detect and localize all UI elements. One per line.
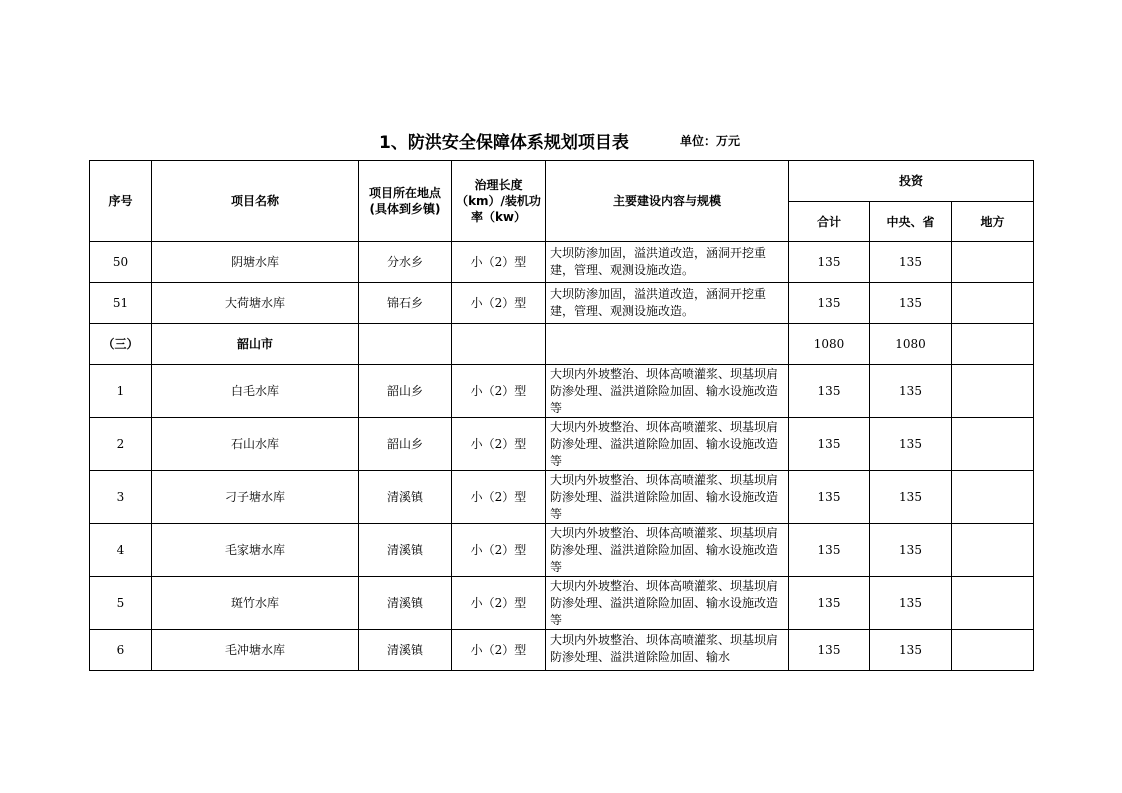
cell-central: 135 bbox=[870, 242, 952, 283]
header-row bbox=[90, 161, 1034, 202]
cell-content: 大坝内外坡整治、坝体高喷灌浆、坝基坝肩防渗处理、溢洪道除险加固、输水设施改造等 bbox=[546, 418, 789, 471]
cell-central: 1080 bbox=[870, 324, 952, 365]
cell-total: 135 bbox=[789, 242, 870, 283]
cell-content: 大坝内外坡整治、坝体高喷灌浆、坝基坝肩防渗处理、溢洪道除险加固、输水设施改造等 bbox=[546, 471, 789, 524]
cell-location bbox=[359, 324, 452, 365]
cell-seq: 51 bbox=[90, 283, 152, 324]
cell-seq: 4 bbox=[90, 524, 152, 577]
header-total: 合计 bbox=[789, 202, 870, 242]
cell-total: 135 bbox=[789, 630, 870, 671]
cell-location: 分水乡 bbox=[359, 242, 452, 283]
cell-seq: 50 bbox=[90, 242, 152, 283]
unit-label: 单位：万元 bbox=[680, 134, 741, 148]
project-table bbox=[89, 160, 1034, 671]
cell-location: 清溪镇 bbox=[359, 577, 452, 630]
cell-content: 大坝防渗加固，溢洪道改造，涵洞开挖重建，管理、观测设施改造。 bbox=[546, 283, 789, 324]
cell-local bbox=[952, 365, 1034, 418]
header-seq: 序号 bbox=[90, 161, 152, 242]
cell-location: 清溪镇 bbox=[359, 524, 452, 577]
cell-scale: 小（2）型 bbox=[452, 283, 546, 324]
cell-local bbox=[952, 630, 1034, 671]
header-name: 项目名称 bbox=[152, 161, 359, 242]
table-row bbox=[90, 283, 1034, 324]
section-row bbox=[90, 324, 1034, 365]
cell-content: 大坝内外坡整治、坝体高喷灌浆、坝基坝肩防渗处理、溢洪道除险加固、输水设施改造等 bbox=[546, 577, 789, 630]
cell-scale: 小（2）型 bbox=[452, 471, 546, 524]
table-row bbox=[90, 418, 1034, 471]
title-row bbox=[0, 128, 1122, 156]
cell-location: 清溪镇 bbox=[359, 630, 452, 671]
cell-scale: 小（2）型 bbox=[452, 418, 546, 471]
cell-central: 135 bbox=[870, 577, 952, 630]
cell-location: 锦石乡 bbox=[359, 283, 452, 324]
cell-total: 1080 bbox=[789, 324, 870, 365]
cell-content: 大坝防渗加固，溢洪道改造，涵洞开挖重建，管理、观测设施改造。 bbox=[546, 242, 789, 283]
cell-content: 大坝内外坡整治、坝体高喷灌浆、坝基坝肩防渗处理、溢洪道除险加固、输水 bbox=[546, 630, 789, 671]
cell-local bbox=[952, 418, 1034, 471]
table-row bbox=[90, 242, 1034, 283]
cell-local bbox=[952, 524, 1034, 577]
cell-name: 斑竹水库 bbox=[152, 577, 359, 630]
cell-name: 大荷塘水库 bbox=[152, 283, 359, 324]
cell-central: 135 bbox=[870, 630, 952, 671]
cell-name: 白毛水库 bbox=[152, 365, 359, 418]
cell-total: 135 bbox=[789, 418, 870, 471]
cell-content: 大坝内外坡整治、坝体高喷灌浆、坝基坝肩防渗处理、溢洪道除险加固、输水设施改造等 bbox=[546, 365, 789, 418]
cell-local bbox=[952, 242, 1034, 283]
cell-name: 阴塘水库 bbox=[152, 242, 359, 283]
header-scale: 治理长度（km）/装机功率（kw） bbox=[452, 161, 546, 242]
cell-seq: 2 bbox=[90, 418, 152, 471]
header-location: 项目所在地点(具体到乡镇) bbox=[359, 161, 452, 242]
cell-central: 135 bbox=[870, 283, 952, 324]
cell-content bbox=[546, 324, 789, 365]
cell-total: 135 bbox=[789, 283, 870, 324]
cell-local bbox=[952, 471, 1034, 524]
cell-local bbox=[952, 324, 1034, 365]
header-investment: 投资 bbox=[789, 161, 1034, 202]
cell-total: 135 bbox=[789, 577, 870, 630]
cell-scale: 小（2）型 bbox=[452, 242, 546, 283]
cell-local bbox=[952, 577, 1034, 630]
cell-name: 刁子塘水库 bbox=[152, 471, 359, 524]
cell-location: 韶山乡 bbox=[359, 365, 452, 418]
cell-scale bbox=[452, 324, 546, 365]
table-row bbox=[90, 630, 1034, 671]
cell-central: 135 bbox=[870, 471, 952, 524]
cell-scale: 小（2）型 bbox=[452, 577, 546, 630]
header-central: 中央、省 bbox=[870, 202, 952, 242]
cell-name: 毛家塘水库 bbox=[152, 524, 359, 577]
cell-total: 135 bbox=[789, 471, 870, 524]
cell-total: 135 bbox=[789, 365, 870, 418]
cell-total: 135 bbox=[789, 524, 870, 577]
cell-scale: 小（2）型 bbox=[452, 524, 546, 577]
cell-seq: 6 bbox=[90, 630, 152, 671]
cell-name: 毛冲塘水库 bbox=[152, 630, 359, 671]
page-title: 1、防洪安全保障体系规划项目表 bbox=[379, 133, 629, 153]
cell-local bbox=[952, 283, 1034, 324]
cell-name: 石山水库 bbox=[152, 418, 359, 471]
cell-seq: 5 bbox=[90, 577, 152, 630]
cell-central: 135 bbox=[870, 365, 952, 418]
table-row bbox=[90, 577, 1034, 630]
cell-scale: 小（2）型 bbox=[452, 365, 546, 418]
cell-name: 韶山市 bbox=[152, 324, 359, 365]
cell-seq: 1 bbox=[90, 365, 152, 418]
cell-seq: 3 bbox=[90, 471, 152, 524]
cell-content: 大坝内外坡整治、坝体高喷灌浆、坝基坝肩防渗处理、溢洪道除险加固、输水设施改造等 bbox=[546, 524, 789, 577]
table-row bbox=[90, 524, 1034, 577]
table-row bbox=[90, 365, 1034, 418]
cell-central: 135 bbox=[870, 524, 952, 577]
cell-location: 清溪镇 bbox=[359, 471, 452, 524]
header-local: 地方 bbox=[952, 202, 1034, 242]
cell-location: 韶山乡 bbox=[359, 418, 452, 471]
cell-central: 135 bbox=[870, 418, 952, 471]
table-row bbox=[90, 471, 1034, 524]
cell-seq: （三） bbox=[90, 324, 152, 365]
cell-scale: 小（2）型 bbox=[452, 630, 546, 671]
header-content: 主要建设内容与规模 bbox=[546, 161, 789, 242]
